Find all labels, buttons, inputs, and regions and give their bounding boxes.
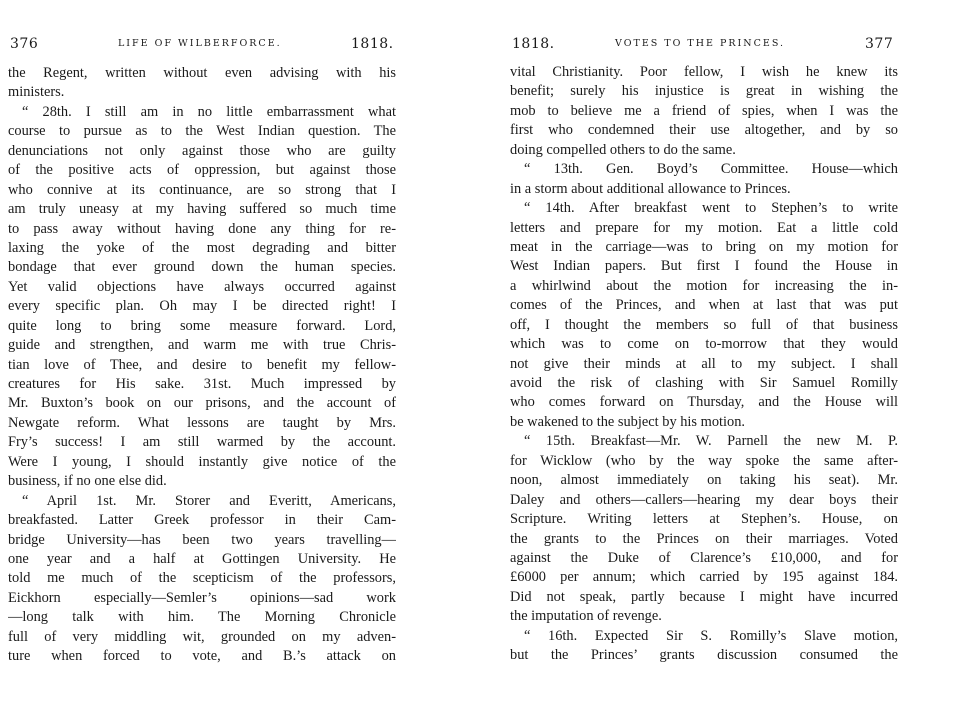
text-line: meat in the carriage—was to bring on my motion for (510, 238, 898, 255)
text-line: doing compelled others to do the same. (510, 141, 736, 158)
text-line: Were I young, I should instantly give notice of the (8, 453, 396, 470)
text-line: which was to come on to-morrow that they would (510, 336, 898, 353)
text-line: first who condemned their use altogether, and by so (510, 122, 898, 139)
text-line: “ 16th. Expected Sir S. Romilly’s Slave motion, (524, 627, 898, 644)
right-page (510, 0, 898, 705)
text-line: “ 13th. Gen. Boyd’s Committee. House—which (524, 161, 898, 178)
text-line: “ 14th. After breakfast went to Stephen’s to write (524, 200, 898, 217)
text-line: “ 28th. I still am in no little embarrassment what (22, 103, 396, 120)
text-line: Mr. Buxton’s book on our prisons, and the account of (8, 395, 396, 412)
text-line: letters and prepare for my motion. Eat a little cold (510, 219, 898, 236)
text-line: off, I thought the members so full of that business (510, 316, 898, 333)
body-text (510, 63, 898, 666)
text-line: who connive at its continuance, are so strong that I (8, 181, 396, 198)
running-head (510, 36, 898, 52)
text-line: but the Princes’ grants discussion consumed the (510, 647, 898, 664)
text-line: Scripture. Writing letters at Stephen’s. House, on (510, 511, 898, 528)
running-title: LIFE OF WILBERFORCE. (118, 38, 282, 49)
body-text (8, 64, 396, 667)
text-line: West Indian papers. But first I found the House in (510, 258, 898, 275)
text-line: Eickhorn especially—Semler’s opinions—sad work (8, 589, 396, 606)
text-line: Daley and others—callers—hearing my dear boys their (510, 491, 898, 508)
text-line: tian love of Thee, and desire to benefit my fellow- (8, 356, 396, 373)
text-line: am truly uneasy at my having suffered so much time (8, 201, 396, 218)
text-line: benefit; surely his injustice is great in wishing the (510, 83, 898, 100)
text-line: ministers. (8, 84, 65, 101)
text-line: “ 15th. Breakfast—Mr. W. Parnell the new M. P. (524, 433, 898, 450)
text-line: ture when forced to vote, and B.’s attack on (8, 648, 396, 665)
text-line: comes of the Princes, and when at last that was put (510, 297, 898, 314)
page-number: 376 (10, 36, 39, 52)
text-line: avoid the risk of clashing with Sir Samuel Romilly (510, 375, 898, 391)
text-line: guide and strengthen, and warm me with true Chris- (8, 337, 396, 354)
text-line: Newgate reform. What lessons are taught by Mrs. (8, 414, 396, 431)
running-year: 1818. (351, 36, 394, 52)
text-line: every specific plan. Oh may I be directed right! I (8, 298, 396, 315)
text-line: mob to believe me a friend of spies, when I was the (510, 102, 898, 119)
text-line: course to pursue as to the West Indian question. The (8, 123, 396, 140)
running-head (8, 36, 396, 52)
text-line: be wakened to the subject by his motion. (510, 413, 746, 430)
text-line: a whirlwind about the motion for increasing the in- (510, 277, 898, 294)
text-line: full of very middling wit, grounded on my adven- (8, 628, 396, 645)
text-line: vital Christianity. Poor fellow, I wish he knew its (510, 64, 898, 80)
text-line: denunciations not only against those who are guilty (8, 142, 396, 159)
text-line: —long talk with him. The Morning Chronicle (8, 609, 396, 626)
text-line: who comes forward on Thursday, and the House will (510, 394, 898, 411)
text-line: one year and a half at Gottingen University. He (8, 550, 396, 567)
text-line: the Regent, written without even advising with his (8, 65, 396, 81)
text-line: not give their minds at all to my subject. I shall (510, 355, 898, 372)
text-line: Did not speak, partly because I might have incurred (510, 588, 898, 605)
text-line: the imputation of revenge. (510, 608, 662, 625)
text-line: bondage that ever ground down the human species. (8, 259, 396, 276)
text-line: the grants to the Princes on their marriages. Voted (510, 530, 898, 547)
text-line: laxing the yoke of the most degrading and bitter (8, 239, 396, 256)
text-line: quite long to bring some measure forward. Lord, (8, 317, 396, 334)
text-line: £6000 per annum; which carried by 195 against 184. (510, 569, 898, 586)
text-line: “ April 1st. Mr. Storer and Everitt, Americans, (22, 492, 396, 509)
page-number: 377 (865, 36, 894, 52)
text-line: business, if no one else did. (8, 473, 167, 490)
left-page (8, 0, 396, 705)
text-line: Yet valid objections have always occurred against (8, 278, 396, 295)
running-title: VOTES TO THE PRINCES. (615, 38, 786, 49)
text-line: for Wicklow (who by the way spoke the same after- (510, 452, 898, 469)
text-line: creatures for His sake. 31st. Much impressed by (8, 376, 396, 392)
running-year: 1818. (512, 36, 555, 52)
text-line: of the positive acts of oppression, but against those (8, 162, 396, 179)
text-line: breakfasted. Latter Greek professor in their Cam- (8, 512, 396, 529)
text-line: bridge University—has been two years travelling— (8, 531, 396, 548)
text-line: against the Duke of Clarence’s £10,000, and for (510, 549, 898, 566)
text-line: told me much of the scepticism of the professors, (8, 570, 396, 587)
text-line: noon, almost immediately on taking his seat). Mr. (510, 472, 898, 489)
text-line: in a storm about additional allowance to Princes. (510, 180, 791, 197)
text-line: Fry’s success! I am still warmed by the account. (8, 434, 396, 451)
text-line: to pass away without having done any thing for re- (8, 220, 396, 237)
